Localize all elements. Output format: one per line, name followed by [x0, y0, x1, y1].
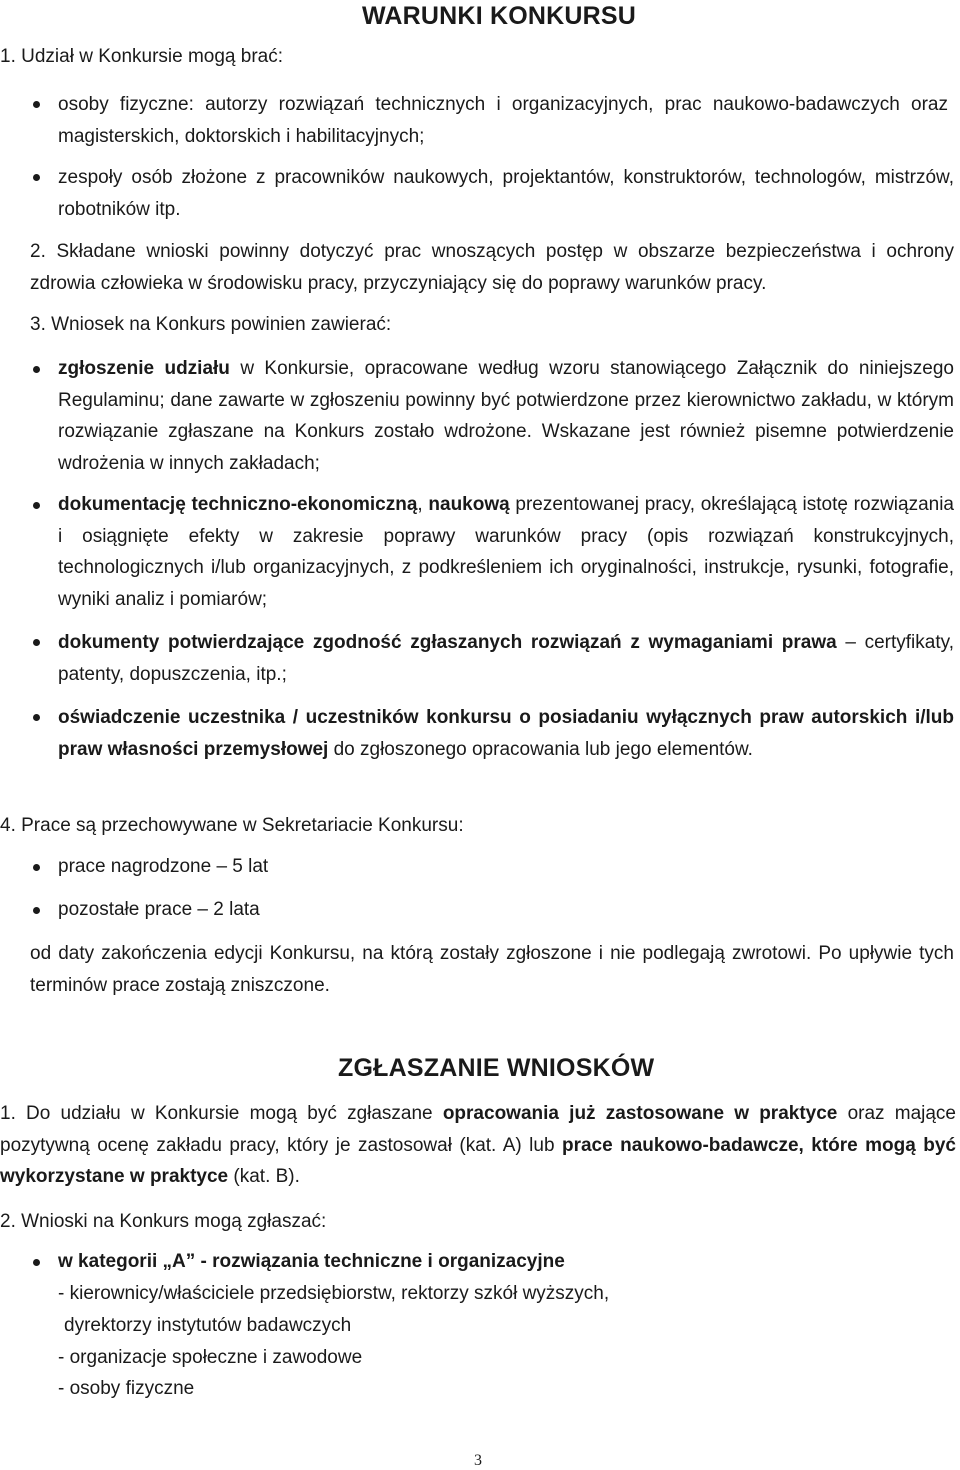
item3-bullet4 — [58, 702, 954, 765]
item1-bullet1: osoby fizyczne: autorzy rozwiązań technicznych i organizacyjnych, prac naukowo-badawczych oraz magisterskich, doktorskich i habilitacyjnych; — [58, 94, 948, 147]
item4-bullet2: pozostałe prace – 2 lata — [58, 899, 260, 920]
s2-item1-bold2: prace naukowo-badawcze, które mogą być wykorzystane w praktyce — [0, 1134, 957, 1187]
bullet-icon — [33, 101, 40, 108]
s2-category-a — [58, 1251, 565, 1273]
item1-bullet2: zespoły osób złożone z pracowników naukowych, projektantów, konstruktorów, technologów, mistrzów, robotników itp. — [58, 167, 954, 220]
s2-sub3: - osoby fizyczne — [58, 1378, 195, 1399]
item3-bullet2-bold2: naukową — [428, 494, 510, 515]
bullet-icon — [33, 639, 40, 646]
item3-bullet3-bold: dokumenty potwierdzające zgodność zgłaszanych rozwiązań z wymaganiami prawa — [58, 632, 837, 653]
page-number: 3 — [474, 1452, 482, 1469]
bullet-icon — [33, 907, 40, 914]
item3-label: 3. Wniosek na Konkurs powinien zawierać: — [30, 314, 392, 335]
s2-item1-text2: oraz mające pozytywną ocenę zakładu pracy, który je zastosował (kat. A) lub — [0, 1103, 956, 1156]
item3-bullet3 — [58, 627, 954, 690]
item3-bullet4-text: do zgłoszonego opracowania lub jego elementów. — [328, 738, 753, 760]
bullet-icon — [33, 714, 40, 721]
s2-item1 — [0, 1098, 956, 1193]
bullet-icon — [33, 366, 40, 373]
s2-item1-text3: (kat. B). — [228, 1166, 300, 1187]
item3-bullet2-text: prezentowanej pracy, określającą istotę rozwiązania i osiągnięte efekty w zakresie poprawy warunków pracy (opis rozwiązań konstrukcyjnych, technologicznych i/lub organizacyjnych, z podkreśleniem ich oryginalności, instrukcje, rysunki, fotografie, wyniki analiz i pomiarów; — [58, 494, 954, 610]
item3-bullet1-bold: zgłoszenie udziału — [58, 358, 230, 379]
item3-bullet4-bold: oświadczenie uczestnika / uczestników konkursu o posiadaniu wyłącznych praw autorskich i/lub praw własności przemysłowej — [58, 707, 954, 760]
item4-label: 4. Prace są przechowywane w Sekretariacie Konkursu: — [0, 815, 464, 836]
item3-bullet2-bold1: dokumentację techniczno-ekonomiczną — [58, 494, 418, 515]
s2-sub1-cont: dyrektorzy instytutów badawczych — [64, 1315, 352, 1336]
bullet-icon — [33, 502, 40, 509]
bullet-icon — [33, 174, 40, 181]
section-title-zglaszanie: ZGŁASZANIE WNIOSKÓW — [338, 1054, 655, 1082]
s2-item2-label: 2. Wnioski na Konkurs mogą zgłaszać: — [0, 1211, 327, 1232]
item2-text: 2. Składane wnioski powinny dotyczyć prac wnoszących postęp w obszarze bezpieczeństwa i ochrony zdrowia człowieka w środowisku pracy, przyczyniający się do poprawy warunków pracy. — [30, 241, 954, 294]
s2-sub1: - kierownicy/właściciele przedsiębiorstw, rektorzy szkół wyższych, — [58, 1283, 610, 1304]
item3-bullet2 — [58, 489, 954, 615]
s2-sub2: - organizacje społeczne i zawodowe — [58, 1347, 363, 1368]
item3-bullet2-sep: , — [417, 494, 429, 515]
bullet-icon — [33, 864, 40, 871]
item4-closing: od daty zakończenia edycji Konkursu, na którą zostały zgłoszone i nie podlegają zwrotowi. Po upływie tych terminów prace zostają zniszczone. — [30, 943, 954, 996]
item3-bullet1-text: w Konkursie, opracowane według wzoru stanowiącego Załącznik do niniejszego Regulaminu; dane zawarte w zgłoszeniu powinny być potwierdzone przez kierownictwo zakładu, w którym rozwiązanie zgłaszane na Konkurs zostało wdrożone. Wskazane jest również pisemne potwierdzenie wdrożenia w innych zakładach; — [58, 358, 954, 474]
item3-bullet1 — [58, 353, 954, 479]
section-title-warunki: WARUNKI KONKURSU — [362, 2, 637, 30]
bullet-icon — [33, 1259, 40, 1266]
item4-bullet1: prace nagrodzone – 5 lat — [58, 856, 269, 877]
s2-item1-text1: 1. Do udziału w Konkursie mogą być zgłaszane — [0, 1103, 443, 1124]
s2-item1-bold1: opracowania już zastosowane w praktyce — [442, 1103, 838, 1124]
s2-category-a-text: w kategorii „A” - rozwiązania techniczne i organizacyjne — [58, 1251, 565, 1272]
item1-label: 1. Udział w Konkursie mogą brać: — [0, 46, 284, 67]
item3-bullet3-text: – certyfikaty, patenty, dopuszczenia, itp.; — [58, 632, 954, 685]
